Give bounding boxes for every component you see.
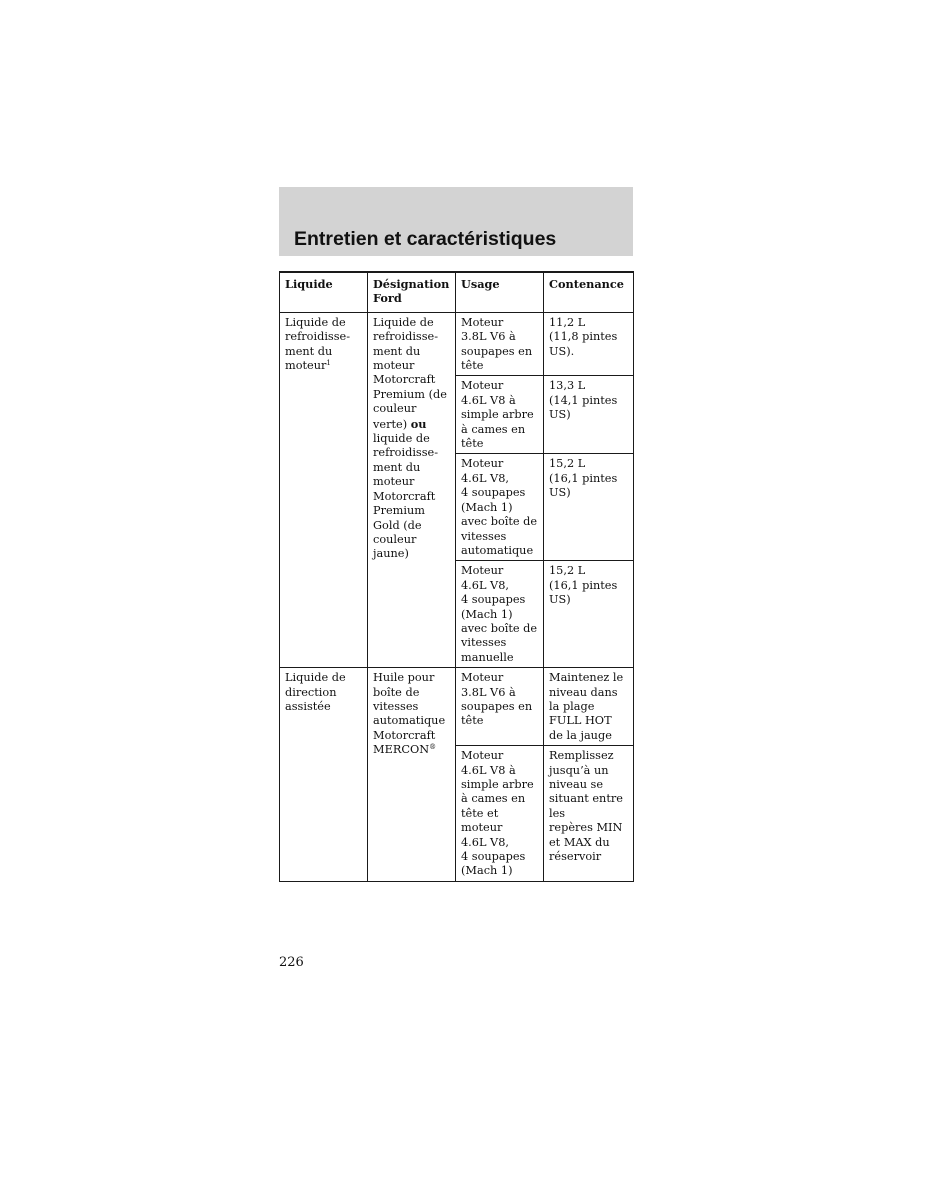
table-row: [280, 312, 634, 376]
designation-text: Huile pour boîte de vitesses automatique Motorcraft MERCON: [373, 671, 446, 757]
fluid-name: Liquide de refroidisse- ment du moteur: [285, 315, 351, 373]
designation-text: liquide de refroidisse- ment du moteur Motorcraft Premium Gold (de couleur jaune): [373, 432, 439, 561]
capacity-cell: 11,2 L (11,8 pintes US).: [544, 312, 634, 376]
usage-cell: Moteur 4.6L V8 à simple arbre à cames en tête: [456, 376, 544, 454]
column-header-usage: Usage: [456, 272, 544, 312]
column-header-designation-ford: Désignation Ford: [368, 272, 456, 312]
designation-or: ou: [410, 416, 427, 431]
fluid-cell-coolant: [280, 312, 368, 667]
registered-mark: ®: [429, 743, 437, 752]
section-title: Entretien et caractéristiques: [294, 228, 557, 250]
usage-cell: Moteur 3.8L V6 à soupapes en tête: [456, 668, 544, 746]
usage-cell: Moteur 4.6L V8, 4 soupapes (Mach 1) avec boîte de vitesses manuelle: [456, 561, 544, 668]
capacity-cell: 15,2 L (16,1 pintes US): [544, 561, 634, 668]
usage-cell: Moteur 3.8L V6 à soupapes en tête: [456, 312, 544, 376]
section-header-band: [279, 187, 633, 256]
capacity-cell: Maintenez le niveau dans la plage FULL HOT de la jauge: [544, 668, 634, 746]
capacity-cell: 13,3 L (14,1 pintes US): [544, 376, 634, 454]
column-header-liquide: Liquide: [280, 272, 368, 312]
fluid-cell-power-steering: Liquide de direction assistée: [280, 668, 368, 882]
usage-cell: Moteur 4.6L V8 à simple arbre à cames en tête et moteur 4.6L V8, 4 soupapes (Mach 1): [456, 746, 544, 882]
table-row: [280, 668, 634, 746]
fluid-specifications-table: [279, 271, 634, 882]
capacity-cell: 15,2 L (16,1 pintes US): [544, 454, 634, 561]
designation-cell-coolant: [368, 312, 456, 667]
footnote-marker: 1: [326, 359, 331, 368]
capacity-cell: Remplissez jusqu’à un niveau se situant entre les repères MIN et MAX du réservoir: [544, 746, 634, 882]
usage-cell: Moteur 4.6L V8, 4 soupapes (Mach 1) avec boîte de vitesses automatique: [456, 454, 544, 561]
designation-cell-power-steering: [368, 668, 456, 882]
table-header-row: [280, 272, 634, 312]
page-number: 226: [279, 955, 304, 970]
column-header-contenance: Contenance: [544, 272, 634, 312]
designation-text: Liquide de refroidisse- ment du moteur Motorcraft Premium (de couleur verte): [373, 315, 447, 431]
